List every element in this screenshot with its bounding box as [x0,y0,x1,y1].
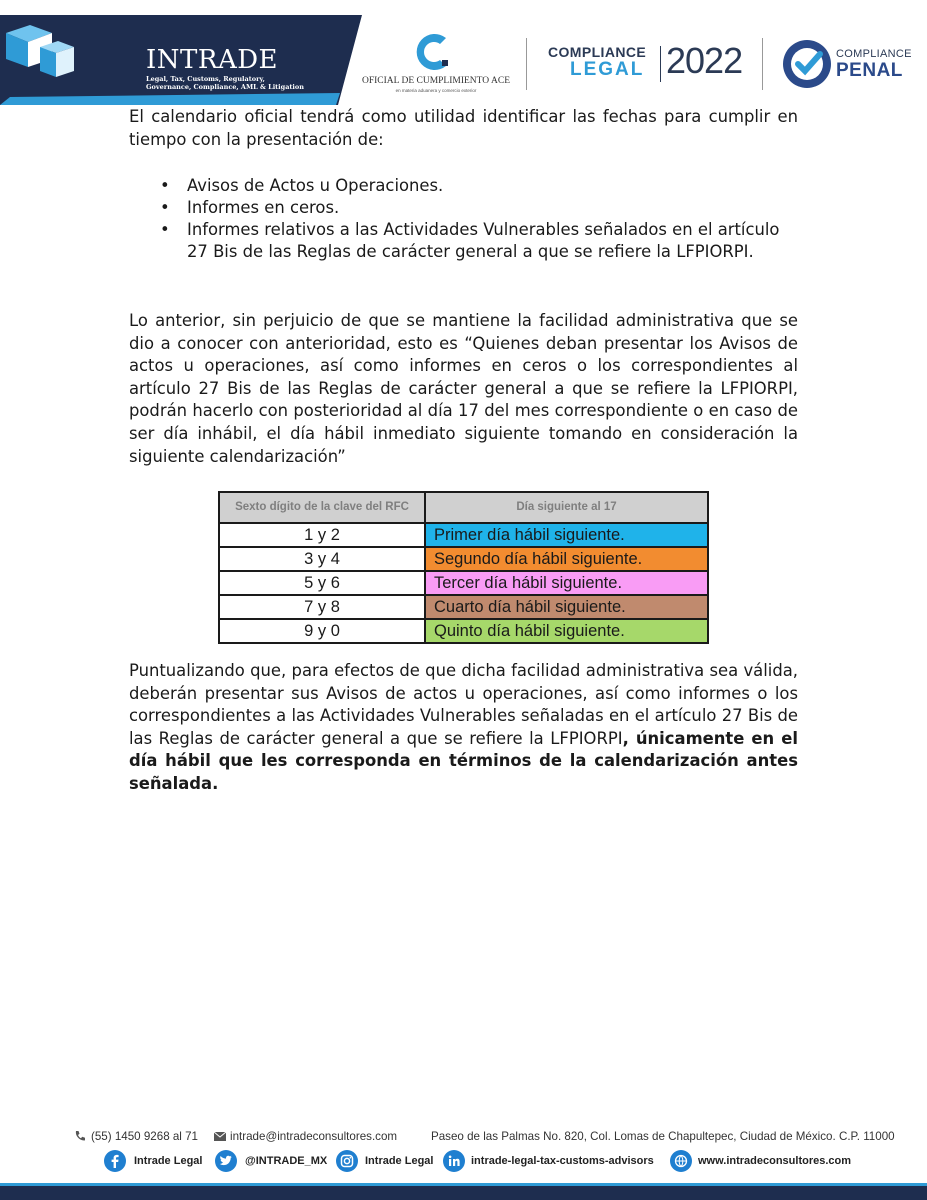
compliance-penal-logo [780,36,920,92]
intro-paragraph: El calendario oficial tendrá como utilidad identificar las fechas para cumplir en tiempo con la presentación de: [129,107,798,149]
cubes-icon [0,15,76,81]
facebook-icon[interactable] [104,1150,126,1172]
table-row [219,547,708,571]
twitter-icon[interactable] [215,1150,237,1172]
compliance-penal-bottom: PENAL [836,60,903,81]
intrade-tagline: Legal, Tax, Customs, Regulatory, Governance, Compliance, AML & Litigation [146,75,304,91]
compliance-legal-divider [660,46,661,82]
compliance-legal-logo [548,40,758,88]
table-row [219,619,708,643]
table-row [219,523,708,547]
table-body [219,523,708,643]
footer-website[interactable]: www.intradeconsultores.com [698,1155,852,1167]
rfc-digits-cell: 9 y 0 [219,619,425,643]
ace-c-icon [410,30,456,74]
business-day-cell: Tercer día hábil siguiente. [425,571,708,595]
business-day-cell: Cuarto día hábil siguiente. [425,595,708,619]
ace-name: OFICIAL DE CUMPLIMIENTO ACE [361,76,511,86]
compliance-legal-top: COMPLIANCE [548,44,647,60]
footer-email[interactable]: intrade@intradeconsultores.com [230,1130,398,1143]
header-divider [762,38,763,90]
list-item: • Avisos de Actos u Operaciones. [160,175,800,197]
instagram-icon[interactable] [336,1150,358,1172]
compliance-legal-year: 2022 [666,40,743,81]
ace-logo [356,30,516,94]
intrade-brand-name: INTRADE [146,45,279,75]
business-day-cell: Segundo día hábil siguiente. [425,547,708,571]
list-item: • Informes en ceros. [160,197,800,219]
footer-bar [0,1186,927,1200]
rfc-digits-cell: 1 y 2 [219,523,425,547]
header-divider [526,38,527,90]
footer-social-line [104,1150,904,1174]
compliance-legal-bottom: LEGAL [570,59,645,80]
business-day-cell: Quinto día hábil siguiente. [425,619,708,643]
rfc-digits-cell: 3 y 4 [219,547,425,571]
facebook-handle[interactable]: Intrade Legal [134,1155,203,1167]
twitter-handle[interactable]: @INTRADE_MX [245,1155,328,1167]
ace-subtitle: en materia aduanera y comercio exterior [395,88,477,93]
table-header-row [219,492,708,523]
calendar-table [218,491,709,644]
instagram-handle[interactable]: Intrade Legal [365,1155,434,1167]
linkedin-handle[interactable]: intrade-legal-tax-customs-advisors [471,1155,654,1167]
table-row [219,595,708,619]
facility-paragraph: Lo anterior, sin perjuicio de que se mantiene la facilidad administrativa que se dio a conocer con anterioridad, esto es “Quienes deban presentar los Avisos de actos u operaciones, así como informes en ceros o los correspondientes al artículo 27 Bis de las Reglas de carácter general a que se refiere la LFPIORPI, podrán hacerlo con posterioridad al día 17 del mes correspondiente o en caso de ser día inhábil, el día hábil inmediato siguiente tomando en consideración la siguiente calendarización” [129,311,798,466]
phone-icon [74,1130,86,1142]
closing-text: Puntualizando que, para efectos de que dicha facilidad administrativa sea válida, deberán presentar sus Avisos de actos u operaciones, así como informes o los correspondientes a las Actividades Vulnerables señaladas en el artículo 27 Bis de las Reglas de carácter general a que se refiere la LFPIORPI [129,661,798,748]
compliance-penal-top: COMPLIANCE [836,48,912,60]
footer-address: Paseo de las Palmas No. 820, Col. Lomas de Chapultepec, Ciudad de México. C.P. 11000 [431,1130,895,1143]
intrade-logo-banner [0,15,362,105]
linkedin-icon[interactable] [443,1150,465,1172]
column-header-rfc-digit: Sexto dígito de la clave del RFC [219,492,425,523]
checkmark-badge-icon [780,36,836,92]
closing-paragraph [129,660,798,796]
closing-emphasis: , únicamente en el día hábil que les corresponda en términos de la calendarización antes señalada. [129,728,798,793]
mail-icon [214,1132,226,1141]
column-header-day: Día siguiente al 17 [425,492,708,523]
obligations-list [160,175,800,263]
rfc-digits-cell: 7 y 8 [219,595,425,619]
business-day-cell: Primer día hábil siguiente. [425,523,708,547]
rfc-digits-cell: 5 y 6 [219,571,425,595]
footer-phone[interactable]: (55) 1450 9268 al 71 [91,1130,199,1143]
table-row [219,571,708,595]
footer-contact-line [74,1128,904,1146]
globe-icon[interactable] [670,1150,692,1172]
list-item: • Informes relativos a las Actividades Vulnerables señalados en el artículo 27 Bis de las Reglas de carácter general a que se refiere la LFPIORPI. [160,219,800,263]
